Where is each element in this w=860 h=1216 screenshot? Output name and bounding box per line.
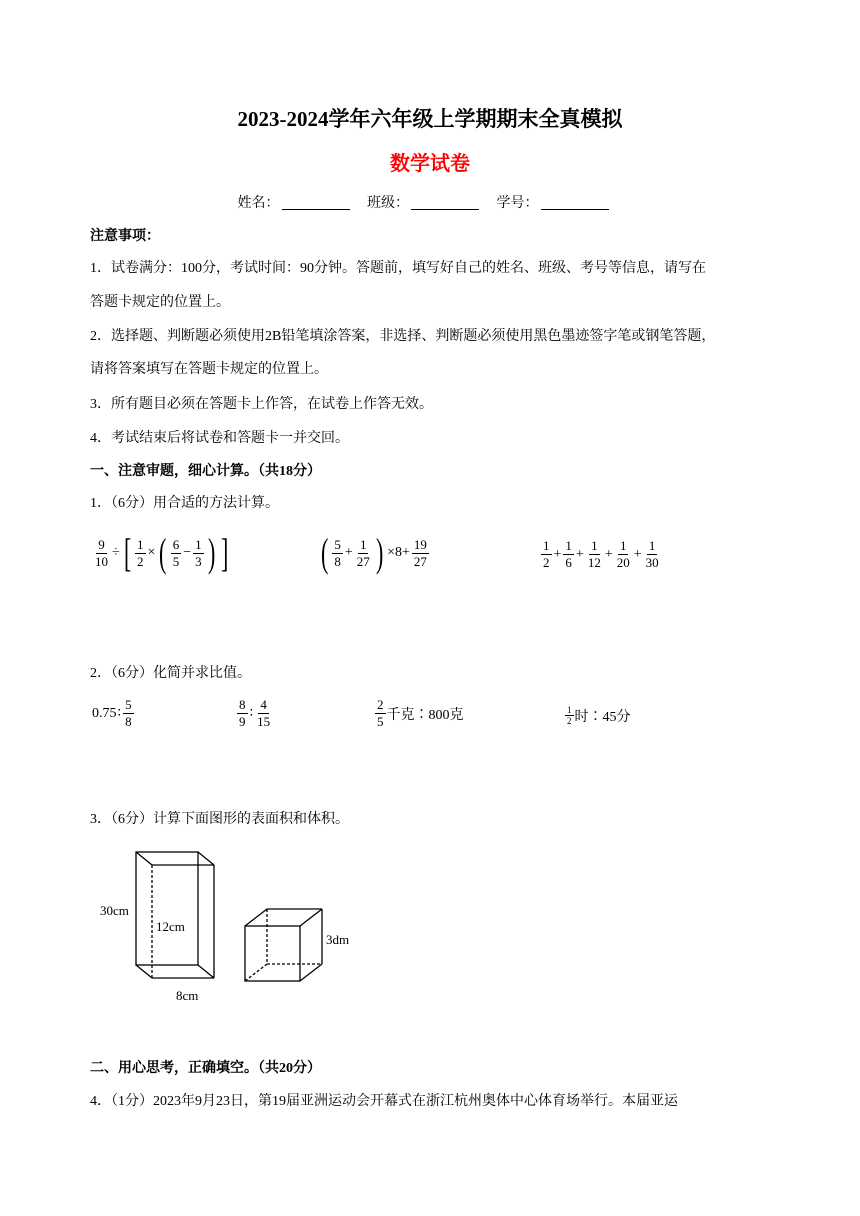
fraction: $\frac{1}{2}$ — [137, 536, 144, 569]
right-paren: ) — [375, 530, 384, 575]
q2-ratio-3: $\frac{2}{5}$ 千克∶800克 — [377, 697, 464, 729]
section2-heading: 二、用心思考，正确填空。（共20分） — [90, 1061, 321, 1076]
fraction: $\frac{1}{6}$ — [565, 538, 572, 570]
fraction: $\frac{1}{20}$ — [616, 538, 630, 570]
cube-edge-label: 3dm — [326, 932, 350, 947]
page-subtitle: 数学试卷 — [390, 153, 470, 175]
q4-text: 4．（1分）2023年9月23日，第19届亚洲运动会开幕式在浙江杭州奥体中心体育场举行。本届亚运 — [90, 1094, 678, 1109]
class-blank[interactable] — [411, 195, 479, 210]
fraction: $\frac{1}{2}$ — [567, 705, 572, 726]
q1-expression-3: $\frac{1}{2}$ + $\frac{1}{6}$ + $\frac{1}{12}$ + $\frac{1}{20}$ + $\frac{1}{30}$ — [543, 538, 659, 570]
q1-expression-2: ( $\frac{5}{8}$ + $\frac{1}{27}$ ) ×8+ $\frac{19}{27}$ — [320, 530, 427, 575]
fraction: $\frac{19}{27}$ — [413, 536, 427, 569]
name-blank[interactable] — [282, 195, 350, 210]
class-label: 班级： — [367, 196, 409, 211]
id-blank[interactable] — [541, 195, 609, 210]
notice-item: 答题卡规定的位置上。 — [90, 295, 230, 310]
fraction: $\frac{8}{9}$ — [239, 697, 246, 729]
id-label: 学号： — [496, 196, 539, 211]
q1-expression-1: $\frac{9}{10}$ ÷ [ $\frac{1}{2}$ × ( $\frac{6}{5}$ − $\frac{1}{3}$ ) ] — [95, 530, 229, 575]
left-bracket: [ — [123, 530, 132, 575]
left-paren: ( — [159, 530, 167, 575]
right-paren: ) — [207, 530, 215, 575]
fraction: $\frac{9}{10}$ — [95, 536, 108, 569]
fraction: $\frac{1}{3}$ — [195, 536, 202, 569]
notice-item: 1．试卷满分：100分，考试时间：90分钟。答题前，填写好自己的姓名、班级、考号等信息，请写在 — [90, 261, 706, 276]
fraction: $\frac{6}{5}$ — [172, 536, 180, 569]
page-title: 2023-2024学年六年级上学期期末全真模拟 — [237, 107, 623, 131]
cuboid-length-label: 8cm — [176, 988, 199, 1003]
fraction: $\frac{5}{8}$ — [334, 536, 341, 569]
section1-heading: 一、注意审题，细心计算。（共18分） — [90, 464, 321, 479]
student-info-line — [0, 192, 860, 212]
q1-label: 1．（6分）用合适的方法计算。 — [90, 496, 279, 511]
notice-item: 请将答案填写在答题卡规定的位置上。 — [90, 362, 328, 377]
q3-figures — [90, 842, 380, 1012]
notice-item: 3．所有题目必须在答题卡上作答，在试卷上作答无效。 — [90, 397, 433, 412]
name-label: 姓名： — [237, 196, 280, 211]
left-paren: ( — [320, 530, 329, 575]
cuboid-width-label: 12cm — [156, 919, 185, 934]
q2-ratio-4: $\frac{1}{2}$ 时∶45分 — [567, 705, 631, 726]
fraction: $\frac{5}{8}$ — [125, 697, 132, 729]
notice-item: 2．选择题、判断题必须使用2B铅笔填涂答案，非选择、判断题必须使用黑色墨迹签字笔或钢笔答题， — [90, 329, 716, 344]
q2-label: 2．（6分）化简并求比值。 — [90, 666, 251, 681]
right-bracket: ] — [220, 530, 229, 575]
fraction: $\frac{1}{27}$ — [356, 536, 370, 569]
fraction: $\frac{1}{12}$ — [587, 538, 601, 570]
notice-heading: 注意事项： — [90, 229, 160, 244]
fraction: $\frac{2}{5}$ — [377, 697, 384, 729]
q2-ratio-2: $\frac{8}{9}$ ∶ $\frac{4}{15}$ — [239, 697, 271, 729]
fraction: $\frac{4}{15}$ — [257, 697, 271, 729]
cuboid-figure — [136, 852, 214, 978]
notice-item: 4．考试结束后将试卷和答题卡一并交回。 — [90, 431, 349, 446]
cube-figure — [245, 909, 322, 981]
fraction: $\frac{1}{30}$ — [645, 538, 659, 570]
fraction: $\frac{1}{2}$ — [543, 538, 550, 570]
q2-ratio-1: 0.75 ∶ $\frac{5}{8}$ — [92, 697, 132, 729]
q3-label: 3．（6分）计算下面图形的表面积和体积。 — [90, 812, 349, 827]
cuboid-height-label: 30cm — [100, 903, 129, 918]
